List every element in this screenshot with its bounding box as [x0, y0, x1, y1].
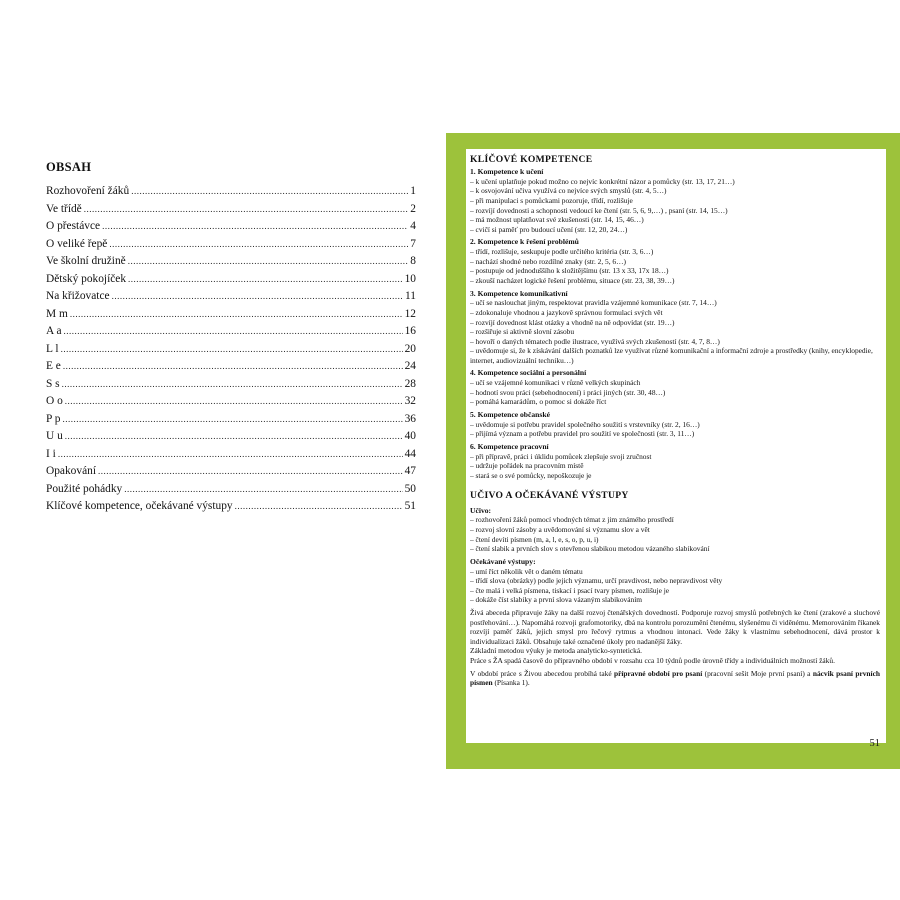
toc-entry-title: Dětský pokojíček	[46, 272, 127, 285]
competence-item: – rozvíjí dovednost klást otázky a vhodně na ně odpovídat (str. 19…)	[470, 317, 675, 327]
toc-entry-page: 20	[404, 342, 416, 355]
toc-entry	[46, 500, 416, 518]
toc-leader-dots	[128, 273, 403, 285]
competence-item: – k učení uplatňuje pokud možno co nejvíc konkrétní názor a pomůcky (str. 13, 17, 21…)	[470, 176, 735, 186]
toc-entry-page: 7	[410, 237, 416, 250]
toc-entry	[46, 255, 416, 273]
toc-leader-dots	[131, 185, 408, 197]
toc-leader-dots	[84, 203, 409, 215]
toc-entry-title: Rozhovoření žáků	[46, 185, 130, 197]
competence-item: – uvědomuje si, že k získávání dalších poznatků lze využívat různé komunikační a informační zdroje a prostředky (knihy, encyklopedie, internet, audiovizuální techniku…)	[470, 346, 873, 365]
toc-entry	[46, 238, 416, 256]
competence-item: – hovoří o daných tématech podle ilustrace, využívá svých zkušeností (str. 4, 7, 8…)	[470, 336, 720, 346]
list-item: – čtení devíti písmen (m, a, l, e, s, o, p, u, i)	[470, 534, 599, 544]
toc-leader-dots	[65, 395, 403, 407]
paragraph-4	[470, 669, 880, 688]
toc-leader-dots	[70, 308, 403, 320]
toc-entry-page: 11	[405, 290, 416, 302]
competence-item: – uvědomuje si potřebu pravidel společného soužití s vrstevníky (str. 2, 16…)	[470, 419, 700, 429]
competence-item: – k osvojování učiva využívá co nejvíce svých smyslů (str. 4, 5…)	[470, 186, 667, 196]
toc-entry	[46, 483, 416, 501]
toc-entry	[46, 465, 416, 483]
list-item: – rozvoj slovní zásoby a uvědomování si významu slov a vět	[470, 525, 650, 535]
toc-list	[46, 185, 416, 518]
toc-title: OBSAH	[46, 160, 92, 174]
page-number: 51	[869, 738, 880, 749]
paragraph-3: Práce s ŽA spadá časově do přípravného období v rozsahu cca 10 týdnů podle úrovně třídy a individuálních možností žáků.	[470, 655, 835, 665]
outputs-heading: Očekávané výstupy:	[470, 556, 536, 566]
toc-entry-title: I i	[46, 447, 56, 460]
list-item: – rozhovoření žáků pomocí vhodných témat z jim známého prostředí	[470, 515, 674, 525]
toc-entry-page: 2	[410, 202, 416, 215]
toc-entry-title: Ve třídě	[46, 202, 82, 215]
competence-item: – učí se vzájemné komunikaci v různě velkých skupinách	[470, 378, 641, 388]
toc-entry	[46, 290, 416, 308]
content-box	[466, 149, 886, 743]
toc-entry	[46, 360, 416, 378]
toc-leader-dots	[112, 290, 403, 302]
toc-entry-title: Použité pohádky	[46, 482, 123, 495]
competence-item: – stará se o své pomůcky, nepoškozuje je	[470, 471, 592, 481]
toc-leader-dots	[65, 430, 403, 442]
competence-item: – postupuje od jednoduššího k složitějšímu (str. 13 x 33, 17x 18…)	[470, 266, 669, 276]
competence-item: – zdokonaluje vhodnou a jazykově správnou formulaci svých vět	[470, 307, 663, 317]
list-item: – umí říct několik vět o daném tématu	[470, 566, 583, 576]
toc-entry-page: 44	[404, 447, 416, 460]
toc-entry-title: Opakování	[46, 465, 96, 477]
toc-entry-page: 28	[404, 377, 416, 390]
toc-entry	[46, 308, 416, 326]
toc-entry	[46, 343, 416, 361]
competence-item: – při manipulaci s pomůckami pozoruje, třídí, rozlišuje	[470, 195, 633, 205]
toc-entry-page: 1	[410, 185, 416, 197]
right-page	[446, 133, 900, 769]
toc-entry-title: Klíčové kompetence, očekávané výstupy	[46, 500, 233, 512]
toc-entry-title: L l	[46, 342, 59, 355]
toc-entry-title: Ve školní družině	[46, 255, 126, 267]
toc-leader-dots	[102, 220, 408, 232]
competence-item: – přijímá význam a potřebu pravidel pro soužití ve společnosti (str. 3, 11…)	[470, 429, 695, 439]
outputs-list	[470, 567, 880, 605]
competence-item: – udržuje pořádek na pracovním místě	[470, 461, 584, 471]
paragraph-4-part-e: (Písanka 1).	[492, 678, 530, 688]
competence-item: – hodnotí svou práci (sebehodnocení) i práci jiných (str. 30, 48…)	[470, 387, 666, 397]
list-item: – čtení slabik a prvních slov s otevřenou slabikou metodou vázaného slabikování	[470, 544, 710, 554]
toc-entry-page: 4	[410, 220, 416, 232]
toc-entry	[46, 430, 416, 448]
list-item: – čte malá i velká písmena, tiskací i psací tvary písmen, rozlišuje je	[470, 585, 670, 595]
toc-leader-dots	[128, 255, 409, 267]
paragraph-4-part-c: (pracovní sešit Moje první psaní) a	[702, 668, 813, 678]
competence-item: – nachází shodné nebo rozdílné znaky (str. 2, 5, 6…)	[470, 256, 626, 266]
toc-entry-title: S s	[46, 377, 60, 390]
toc-entry-title: U u	[46, 430, 63, 442]
toc-entry-page: 32	[404, 395, 416, 407]
toc-entry	[46, 203, 416, 221]
competence-item: – má možnost uplatňovat své zkušenosti (str. 14, 15, 46…)	[470, 215, 644, 225]
competence-heading: 6. Kompetence pracovní	[470, 442, 549, 452]
toc-leader-dots	[61, 343, 403, 355]
toc-entry-page: 40	[404, 430, 416, 442]
toc-leader-dots	[109, 238, 408, 250]
toc-leader-dots	[62, 378, 403, 390]
toc-entry	[46, 413, 416, 431]
toc-leader-dots	[62, 413, 402, 425]
paragraph-1: Živá abeceda připravuje žáky na další rozvoj čtenářských dovedností. Podporuje rozvoj smyslů potřebných ke čtení (zrakové a sluchové postřehování…). Napomáhá rozvoji grafomotoriky, dbá na kontrolu porozumění čtenému, slyšenému či viděnému. Memorováním říkanek rozvíjí paměť žáků, jejich smysl pro řečový rytmus a vhodnou intonaci. Vede žáky k vlastnímu sebehodnocení, dává prostor k individualizaci žáků. Obsahuje také označené úkoly pro nadanější žáky.	[470, 607, 880, 646]
toc-entry-page: 24	[404, 360, 416, 372]
toc-entry	[46, 378, 416, 396]
toc-entry	[46, 395, 416, 413]
toc-entry-page: 36	[404, 412, 416, 425]
competence-item: – rozvíjí dovednosti a schopnosti vedoucí ke čtení (str. 5, 6, 9,…) , psaní (str. 14, 15…)	[470, 205, 728, 215]
toc-entry-page: 16	[404, 325, 416, 337]
competence-item: – třídí, rozlišuje, seskupuje podle určitého kritéria (str. 3, 6…)	[470, 247, 654, 257]
toc-leader-dots	[63, 360, 403, 372]
paragraph-4-part-a: V období práce s Živou abecedou probíhá také	[470, 668, 614, 678]
toc-entry-page: 10	[404, 272, 416, 285]
toc-entry-page: 8	[410, 255, 416, 267]
toc-entry	[46, 273, 416, 291]
toc-entry-title: A a	[46, 325, 62, 337]
list-item: – třídí slova (obrázky) podle jejich významu, určí pravdivost, nebo nepravdivost věty	[470, 576, 723, 586]
ucivo-list	[470, 515, 880, 553]
paragraph-4-bold-2: nácvik psaní prvních písmen	[470, 668, 880, 688]
competence-heading: 3. Kompetence komunikativní	[470, 288, 568, 298]
competence-item: – rozšiřuje si aktivně slovní zásobu	[470, 327, 575, 337]
toc-entry-title: E e	[46, 360, 61, 372]
toc-leader-dots	[124, 483, 402, 495]
toc-entry-title: O přestávce	[46, 220, 101, 232]
toc-entry	[46, 325, 416, 343]
competence-heading: 2. Kompetence k řešení problémů	[470, 237, 579, 247]
paragraph-2: Základní metodou výuky je metoda analyticko-syntetická.	[470, 646, 642, 656]
toc-leader-dots	[235, 500, 403, 512]
toc-entry	[46, 448, 416, 466]
list-item: – dokáže číst slabiky a první slova vázaným slabikováním	[470, 595, 642, 605]
toc-entry	[46, 185, 416, 203]
toc-entry-page: 12	[404, 307, 416, 320]
toc-entry-page: 51	[404, 500, 416, 512]
competence-heading: 5. Kompetence občanské	[470, 410, 550, 420]
toc-entry-title: Na křižovatce	[46, 290, 110, 302]
toc-entry	[46, 220, 416, 238]
competence-item: – zkouší nacházet logické řešení problému, situace (str. 23, 38, 39…)	[470, 275, 675, 285]
competence-item: – učí se naslouchat jiným, respektovat pravidla vzájemné komunikace (str. 7, 14…)	[470, 298, 717, 308]
competence-item: – při přípravě, práci i úklidu pomůcek zlepšuje svoji zručnost	[470, 451, 652, 461]
competences-title: KLÍČOVÉ KOMPETENCE	[470, 154, 593, 165]
toc-leader-dots	[58, 448, 403, 460]
paragraph-4-bold-1: přípravné období pro psaní	[613, 668, 703, 678]
toc-entry-title: O veliké řepě	[46, 237, 108, 250]
competence-heading: 1. Kompetence k učení	[470, 167, 544, 176]
ucivo-heading: Učivo:	[470, 505, 492, 515]
toc-entry-page: 47	[404, 465, 416, 477]
competence-item: – pomáhá kamarádům, o pomoc si dokáže říct	[470, 397, 607, 407]
toc-entry-title: O o	[46, 395, 63, 407]
toc-leader-dots	[64, 325, 403, 337]
competence-groups	[470, 167, 880, 481]
curriculum-title: UČIVO A OČEKÁVANÉ VÝSTUPY	[470, 489, 629, 501]
toc-leader-dots	[98, 465, 403, 477]
toc-entry-title: M m	[46, 307, 68, 320]
toc-entry-page: 50	[404, 482, 416, 495]
competence-item: – cvičí si paměť pro budoucí učení (str. 12, 20, 24…)	[470, 224, 628, 234]
toc-entry-title: P p	[46, 412, 61, 425]
competence-heading: 4. Kompetence sociální a personální	[470, 368, 587, 378]
